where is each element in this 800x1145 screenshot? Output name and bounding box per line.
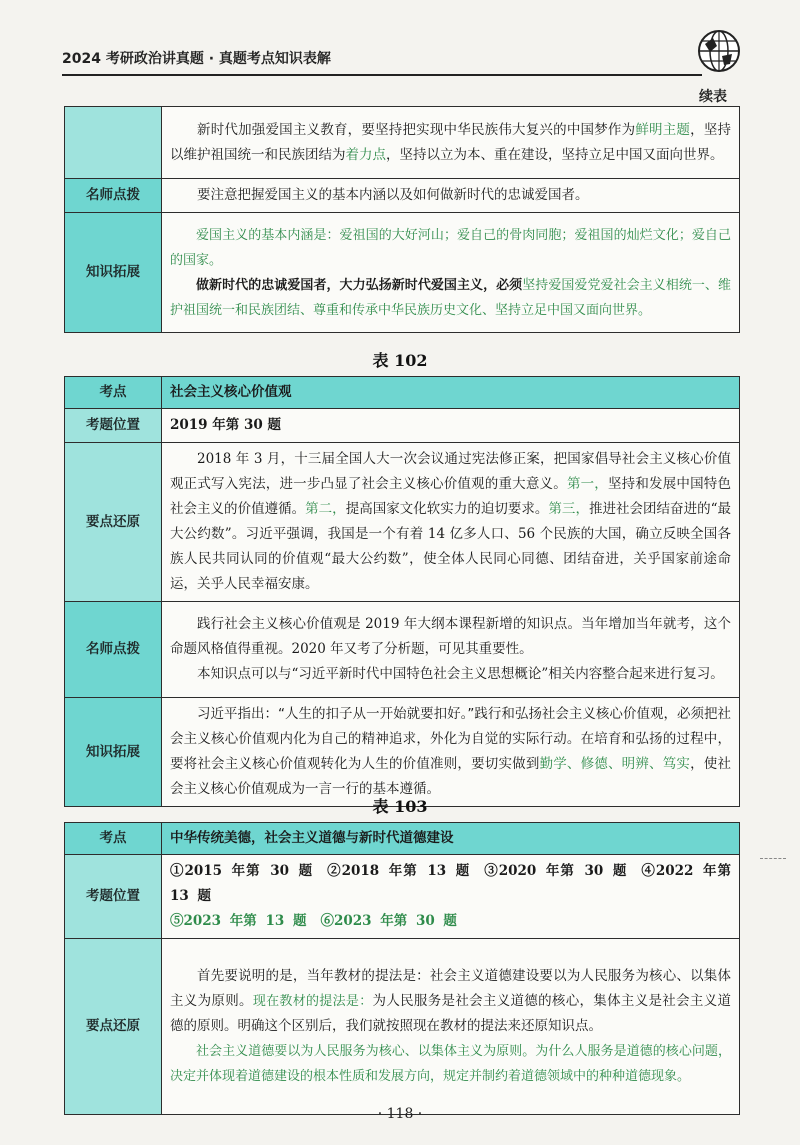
- table-102-teacher-tip: 践行社会主义核心价值观是 2019 年大纲本课程新增的知识点。当年增加当年就考，这个命题风格值得重视。2020 年又考了分析题，可见其重要性。 本知识点可以与“习近平新时代中国特色社会主义思想概论”相关内容整合起来进行复习。: [162, 602, 740, 698]
- page-number: · 118 ·: [377, 1106, 423, 1122]
- position-item: ③2020 年第 30 题: [484, 863, 628, 879]
- continued-label: 续表: [699, 89, 727, 105]
- position-list: [170, 859, 731, 909]
- prev-intro-cell: [162, 107, 740, 179]
- table-103-kp-paragraph-2: 社会主义道德要以为人民服务为核心、以集体主义为原则。为什么人服务是道德的核心问题，决定并体现着道德建设的根本性质和发展方向，规定并制约着道德领域中的种种道德现象。: [170, 1044, 731, 1084]
- row-label-extension: 知识拓展: [65, 698, 162, 807]
- table-102-point: 社会主义核心价值观: [162, 377, 740, 409]
- table-102-caption: 表 102: [372, 351, 428, 370]
- prev-intro: 新时代加强爱国主义教育，要坚持把实现中华民族伟大复兴的中国梦作为鲜明主题，坚持以维护祖国统一和民族团结为着力点，坚持以立为本、重在建设，坚持立足中国又面向世界。: [170, 121, 732, 163]
- prev-ext-paragraph-2: 做新时代的忠诚爱国者，大力弘扬新时代爱国主义，必须坚持爱国爱党爱社会主义相统一、维护祖国统一和民族团结、尊重和传承中华民族历史文化、坚持立足中国又面向世界。: [170, 277, 731, 318]
- highlight-text: 现在教材的提法是：: [252, 994, 373, 1009]
- table-102-extension: 习近平指出：“人生的扣子从一开始就要扣好。”践行和弘扬社会主义核心价值观，必须把社会主义核心价值观内化为自己的精神追求，外化为自觉的实际行动。在培育和弘扬的过程中，要将社会主义核心价值观转化为人生的价值准则，要切实做到勤学、修德、明辨、笃实，使社会主义核心价值观成为一言一行的基本遵循。: [162, 698, 740, 807]
- row-label-point: 考点: [65, 377, 162, 409]
- position-item: ⑥2023 年第 30 题: [320, 913, 457, 929]
- position-item: ①2015 年第 30 题: [170, 863, 314, 879]
- row-label-empty: [65, 107, 162, 179]
- row-label-key-points: 要点还原: [65, 939, 162, 1115]
- row-label-point: 考点: [65, 823, 162, 855]
- table-103-key-points: 首先要说明的是，当年教材的提法是：社会主义道德建设要以为人民服务为核心、以集体主义为原则。现在教材的提法是：为人民服务是社会主义道德的核心，集体主义是社会主义道德的原则。明确这个区别后，我们就按照现在教材的提法来还原知识点。 社会主义道德要以为人民服务为核心、以集体主义为原则。为什么人服务是道德的核心问题，决定并体现着道德建设的根本性质和发展方向，规定并制约着道德领域中的种种道德现象。: [162, 939, 740, 1115]
- position-item: ②2018 年第 13 题: [327, 863, 471, 879]
- table-103-point: 中华传统美德，社会主义道德与新时代道德建设: [162, 823, 740, 855]
- row-label-position: 考题位置: [65, 409, 162, 443]
- highlight-text: 着力点: [345, 146, 386, 163]
- header-rule: [62, 74, 702, 76]
- position-list-green: [170, 909, 731, 934]
- row-label-teacher-tip: 名师点拨: [65, 602, 162, 698]
- table-102: [64, 376, 740, 807]
- highlight-text: 勤学、修德、明辨、笃实: [539, 756, 691, 772]
- row-label-extension: 知识拓展: [65, 213, 162, 333]
- prev-teacher-tip: 要注意把握爱国主义的基本内涵以及如何做新时代的忠诚爱国者。: [162, 179, 740, 213]
- row-label-teacher-tip: 名师点拨: [65, 179, 162, 213]
- table-103-positions: [162, 855, 740, 939]
- book-title: 2024 考研政治讲真题 · 真题考点知识表解: [62, 51, 331, 67]
- table-102-key-points: 2018 年 3 月，十三届全国人大一次会议通过宪法修正案，把国家倡导社会主义核心价值观正式写入宪法，进一步凸显了社会主义核心价值观的重大意义。第一，坚持和发展中国特色社会主义的价值遵循。第二，提高国家文化软实力的迫切要求。第三，推进社会团结奋进的“最大公约数”。习近平强调，我国是一个有着 14 亿多人口、56 个民族的大国，确立反映全国各族人民共同认同的价值观“最大公约数”，使全体人民同心同德、团结奋进，关乎国家前途命运，关乎人民幸福安康。: [162, 443, 740, 602]
- prev-extension: [162, 213, 740, 333]
- table-102-position: 2019 年第 30 题: [162, 409, 740, 443]
- table-103: [64, 822, 740, 1115]
- row-label-key-points: 要点还原: [65, 443, 162, 602]
- table-continued: [64, 106, 740, 333]
- row-label-position: 考题位置: [65, 855, 162, 939]
- position-item: ⑤2023 年第 13 题: [170, 913, 307, 929]
- highlight-text: 鲜明主题: [635, 121, 691, 138]
- margin-mark: [760, 858, 786, 862]
- prev-ext-paragraph-1: 爱国主义的基本内涵是：爱祖国的大好河山；爱自己的骨肉同胞；爱祖国的灿烂文化；爱自己的国家。: [170, 227, 731, 268]
- page-header: [62, 38, 742, 78]
- position-item: ④2022 年第 13 题: [170, 863, 731, 904]
- table-103-caption: 表 103: [372, 797, 428, 816]
- globe-icon: [696, 28, 742, 74]
